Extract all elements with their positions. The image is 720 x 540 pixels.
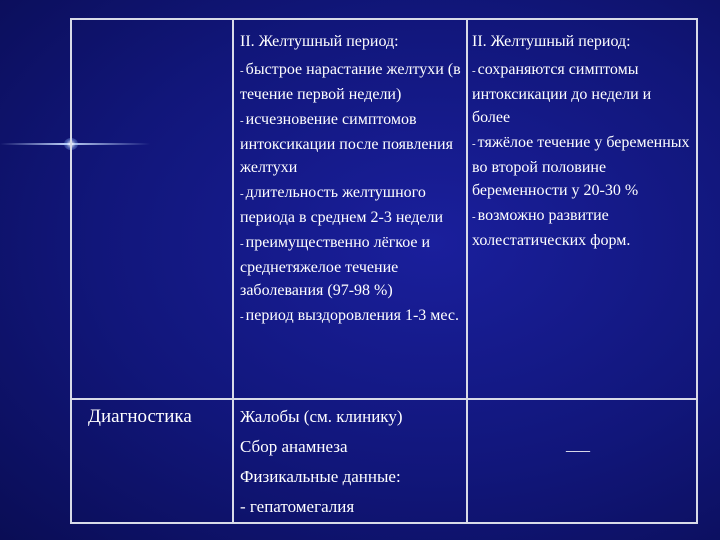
list-item-text: возможно развитие холестатических форм. bbox=[472, 207, 631, 249]
list-item-text: тяжёлое течение у беременных во второй половине беременности у 20-30 % bbox=[472, 134, 690, 199]
list-item-text: период выздоровления 1-3 мес. bbox=[245, 307, 460, 324]
cell-jaundice-type2 bbox=[240, 30, 464, 329]
list-item-text: исчезновение симптомов интоксикации после появления желтухи bbox=[240, 111, 453, 176]
diagnostics-line: Физикальные данные: bbox=[240, 467, 401, 486]
dash-marker: - bbox=[240, 238, 244, 250]
diagnostics-line: - гепатомегалия bbox=[240, 497, 355, 516]
dash-marker: - bbox=[472, 65, 476, 77]
table-border-bottom bbox=[70, 522, 698, 524]
list-item-text: длительность желтушного периода в среднем 2-3 недели bbox=[240, 184, 444, 226]
table-column-divider-1 bbox=[232, 18, 234, 524]
list-item bbox=[240, 181, 464, 229]
list-item-text: преимущественно лёгкое и среднетяжелое течение заболевания (97-98 %) bbox=[240, 234, 431, 299]
cell-heading: II. Желтушный период: bbox=[240, 33, 399, 50]
list-item bbox=[240, 58, 464, 106]
empty-cell-mark: ___ bbox=[566, 437, 590, 454]
list-item bbox=[472, 204, 692, 252]
dash-marker: - bbox=[240, 311, 244, 323]
list-item bbox=[472, 131, 692, 202]
table-border-right bbox=[696, 18, 698, 524]
table-border-top bbox=[70, 18, 698, 20]
list-item bbox=[240, 231, 464, 302]
row-label-diagnostics: Диагностика bbox=[88, 406, 192, 427]
cell-diagnostics bbox=[240, 402, 464, 522]
list-item-text: быстрое нарастание желтухи (в течение первой недели) bbox=[240, 61, 461, 103]
cell-heading: II. Желтушный период: bbox=[472, 33, 631, 50]
dash-marker: - bbox=[240, 115, 244, 127]
light-flare-center bbox=[64, 138, 78, 150]
list-item bbox=[240, 304, 464, 329]
dash-marker: - bbox=[240, 65, 244, 77]
cell-jaundice-type3 bbox=[472, 30, 692, 252]
table-row-divider bbox=[70, 398, 698, 400]
diagnostics-line: Сбор анамнеза bbox=[240, 437, 348, 456]
list-item bbox=[472, 58, 692, 129]
table-border-left bbox=[70, 18, 72, 524]
dash-marker: - bbox=[240, 188, 244, 200]
table-column-divider-2 bbox=[466, 18, 468, 524]
dash-marker: - bbox=[472, 138, 476, 150]
dash-marker: - bbox=[472, 211, 476, 223]
diagnostics-line: Жалобы (см. клинику) bbox=[240, 407, 403, 426]
list-item-text: сохраняются симптомы интоксикации до недели и более bbox=[472, 61, 652, 126]
list-item bbox=[240, 108, 464, 179]
